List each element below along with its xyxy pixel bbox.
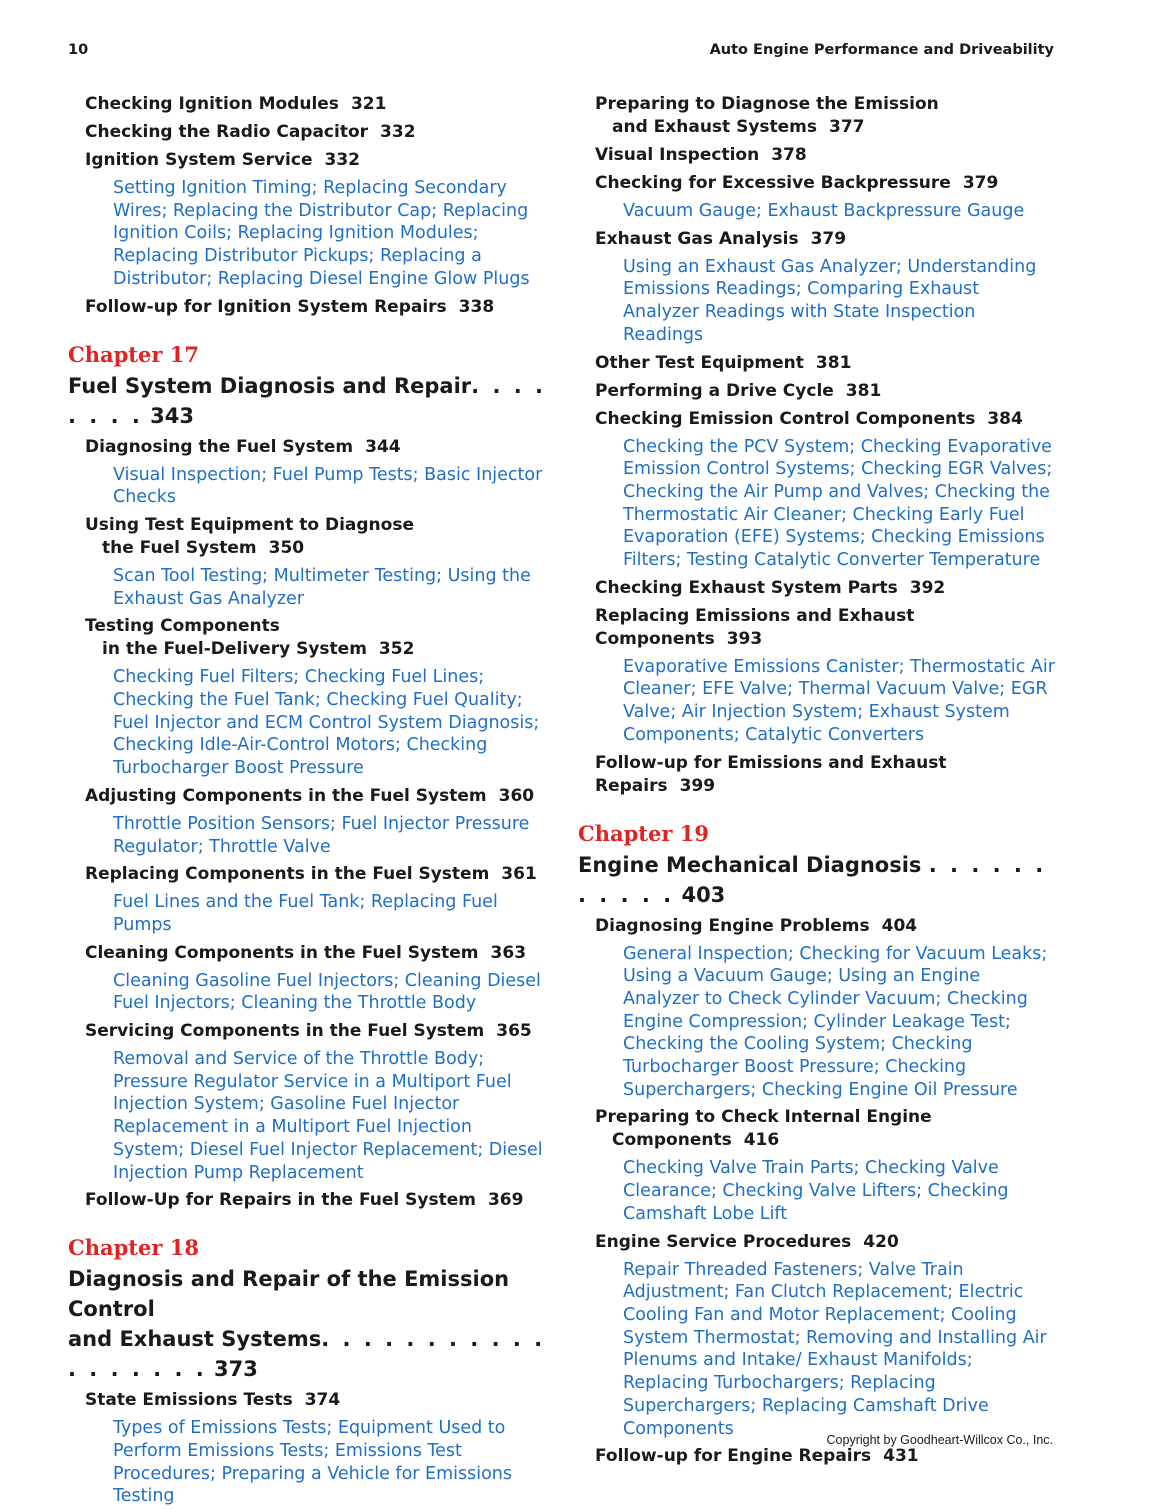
toc-section: Checking Emission Control Components 384 [595,408,1023,429]
toc-section: Engine Service Procedures 420 [595,1231,899,1252]
running-head [68,42,1054,58]
toc-section: Preparing to Diagnose the Emission and Exhaust Systems 377 [595,94,939,137]
toc-section: Diagnosing the Fuel System 344 [85,436,401,457]
toc-subtopics: Throttle Position Sensors; Fuel Injector Pressure Regulator; Throttle Valve [113,813,530,857]
toc-subtopics: Using an Exhaust Gas Analyzer; Understanding Emissions Readings; Comparing Exhaust Analyzer Readings with State Inspection Readings [623,256,1037,345]
toc-section: Follow-up for Engine Repairs 431 [595,1446,919,1467]
toc-subtopics: Visual Inspection; Fuel Pump Tests; Basic Injector Checks [113,464,543,508]
toc-section: Checking Ignition Modules 321 [85,94,387,114]
toc-section: Using Test Equipment to Diagnose the Fuel System 350 [85,514,414,558]
toc-section: Checking Exhaust System Parts 392 [595,577,946,598]
toc-section: State Emissions Tests 374 [85,1390,341,1411]
chapter-title: Diagnosis and Repair of the Emission Control and Exhaust Systems. . . . . . . . . . . . . . . . . . 373 [68,1267,546,1382]
toc-section: Replacing Emissions and Exhaust Components 393 [595,605,915,649]
toc-subtopics: Removal and Service of the Throttle Body; Pressure Regulator Service in a Multiport Fuel Injection System; Gasoline Fuel Injector Replacement in a Multiport Fuel Injection System; Diesel Fuel Injector Replacement; Diesel Injection Pump Replacement [113,1049,543,1183]
chapter-label: Chapter 17 [68,341,199,367]
chapter-title: Engine Mechanical Diagnosis . . . . . . . . . . . 403 [578,852,1047,907]
chapter-label: Chapter 19 [578,820,709,846]
toc-section: Follow-Up for Repairs in the Fuel System 369 [85,1190,524,1211]
toc-subtopics: Types of Emissions Tests; Equipment Used to Perform Emissions Tests; Emissions Test Procedures; Preparing a Vehicle for Emissions Testing [113,1418,513,1507]
toc-section: Diagnosing Engine Problems 404 [595,915,918,936]
toc-section: Follow-up for Ignition System Repairs 338 [85,296,495,317]
chapter-title: Fuel System Diagnosis and Repair. . . . . . . . 343 [68,373,546,428]
page-number: 10 [68,42,89,58]
toc-section: Adjusting Components in the Fuel System 360 [85,785,535,806]
toc-subtopics: Checking the PCV System; Checking Evaporative Emission Control Systems; Checking EGR Valves; Checking the Air Pump and Valves; Checking the Thermostatic Air Cleaner; Checking Early Fuel Evaporation (EFE) Systems; Checking Emissions Filters; Testing Catalytic Converter Temperature [623,436,1053,571]
toc-subtopics: Evaporative Emissions Canister; Thermostatic Air Cleaner; EFE Valve; Thermal Vacuum Valve; EGR Valve; Air Injection System; Exhaust System Components; Catalytic Converters [623,656,1055,745]
toc-subtopics: Repair Threaded Fasteners; Valve Train Adjustment; Fan Clutch Replacement; Electric Cooling Fan and Motor Replacement; Cooling System Thermostat; Removing and Installing Air Plenums and Intake/ Exhaust Manifolds; Replacing Turbochargers; Replacing Superchargers; Replacing Camshaft Drive Components [623,1259,1047,1439]
toc-subtopics: Fuel Lines and the Fuel Tank; Replacing Fuel Pumps [113,892,498,935]
book-title: Auto Engine Performance and Driveability [709,42,1054,58]
left-column [68,93,548,1512]
toc-subtopics: Vacuum Gauge; Exhaust Backpressure Gauge [623,201,1025,221]
toc-subtopics: Checking Valve Train Parts; Checking Valve Clearance; Checking Valve Lifters; Checking Camshaft Lobe Lift [623,1158,1009,1224]
copyright-footer: Copyright by Goodheart-Willcox Co., Inc. [826,1433,1053,1447]
toc-subtopics: Checking Fuel Filters; Checking Fuel Lines; Checking the Fuel Tank; Checking Fuel Quality; Fuel Injector and ECM Control System Diagnosis; Checking Idle-Air-Control Motors; Checking Turbocharger Boost Pressure [113,667,540,779]
toc-section: Cleaning Components in the Fuel System 363 [85,942,527,963]
toc-section: Performing a Drive Cycle 381 [595,380,882,401]
chapter-label: Chapter 18 [68,1235,199,1261]
toc-section: Other Test Equipment 381 [595,352,852,373]
toc-section: Visual Inspection 378 [595,145,807,165]
toc-section: Ignition System Service 332 [85,150,360,170]
toc-section: Replacing Components in the Fuel System 361 [85,864,537,885]
toc-section: Exhaust Gas Analysis 379 [595,228,847,249]
toc-subtopics: Setting Ignition Timing; Replacing Secondary Wires; Replacing the Distributor Cap; Replacing Ignition Coils; Replacing Ignition Modules; Replacing Distributor Pickups; Replacing a Distributor; Replacing Diesel Engine Glow Plugs [113,178,530,289]
toc-subtopics: Scan Tool Testing; Multimeter Testing; Using the Exhaust Gas Analyzer [113,565,531,609]
toc-section: Follow-up for Emissions and Exhaust Repairs 399 [595,752,947,796]
toc-subtopics: General Inspection; Checking for Vacuum Leaks; Using a Vacuum Gauge; Using an Engine Analyzer to Check Cylinder Vacuum; Checking Engine Compression; Cylinder Leakage Test; Checking the Cooling System; Checking Turbocharger Boost Pressure; Checking Superchargers; Checking Engine Oil Pressure [623,943,1048,1100]
toc-section: Preparing to Check Internal Engine Components 416 [595,1107,932,1151]
toc-section: Servicing Components in the Fuel System 365 [85,1021,532,1042]
toc-subtopics: Cleaning Gasoline Fuel Injectors; Cleaning Diesel Fuel Injectors; Cleaning the Throttle Body [113,970,541,1014]
right-column [578,93,1058,1473]
toc-section: Checking for Excessive Backpressure 379 [595,173,999,193]
toc-section: Testing Components in the Fuel-Delivery System 352 [85,616,415,660]
toc-section: Checking the Radio Capacitor 332 [85,122,416,142]
